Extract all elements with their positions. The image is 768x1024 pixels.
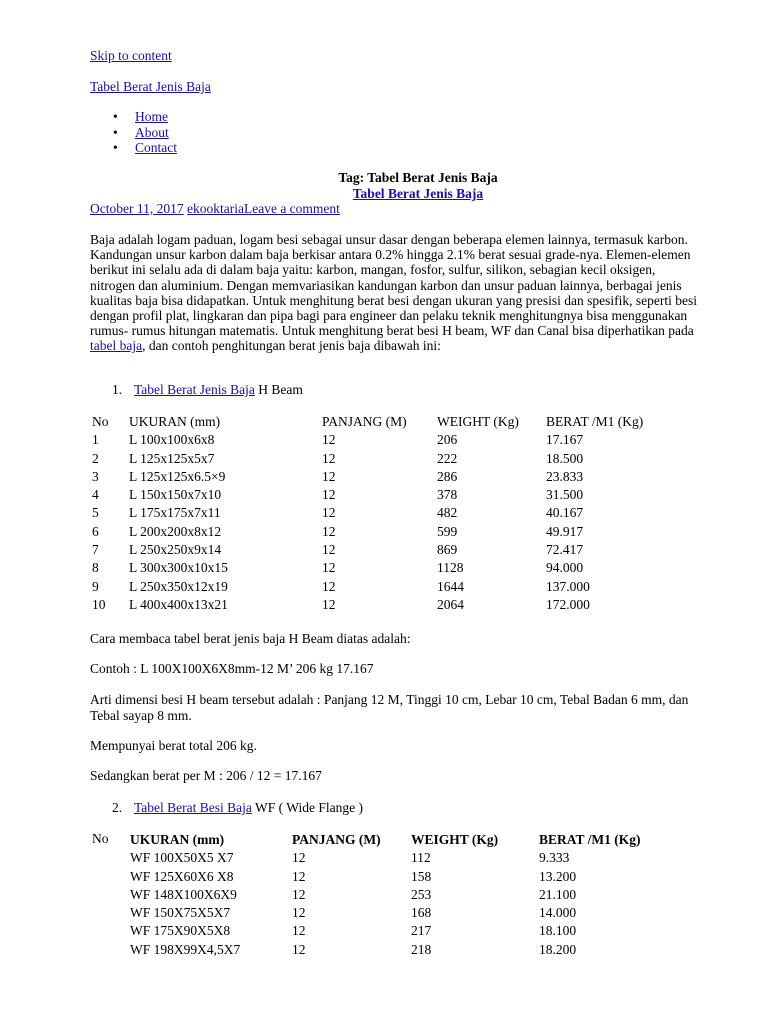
- table-cell: WF 150X75X5X7: [130, 905, 231, 921]
- table-cell: 18.200: [539, 941, 577, 957]
- table-cell: 10: [92, 596, 106, 612]
- table-cell: WF 198X99X4,5X7: [130, 941, 241, 957]
- table-row: [130, 869, 641, 887]
- table-cell: L 300x300x10x15: [129, 560, 228, 576]
- table-cell: 12: [322, 523, 336, 539]
- table-cell: L 125x125x5x7: [129, 450, 215, 466]
- intro-text-end: , dan contoh penghitungan berat jenis baja dibawah ini:: [142, 338, 441, 354]
- table-cell: 217: [411, 923, 432, 939]
- table-cell: L 175x175x7x11: [129, 505, 221, 521]
- header-panjang: PANJANG (M): [292, 832, 381, 847]
- table-header-row: [130, 832, 641, 850]
- table-cell: L 250x350x12x19: [129, 578, 228, 594]
- leave-comment-link[interactable]: Leave a comment: [243, 201, 340, 216]
- skip-to-content-link[interactable]: Skip to content: [90, 48, 172, 63]
- table-cell: 40.167: [546, 505, 584, 521]
- table-cell: 378: [437, 487, 458, 503]
- table-cell: 172.000: [546, 596, 590, 612]
- table-cell: WF 125X60X6 X8: [130, 868, 234, 884]
- table-cell: 869: [437, 542, 458, 558]
- nav-link-home[interactable]: Home: [135, 109, 168, 124]
- table-cell: L 400x400x13x21: [129, 596, 228, 612]
- table-cell: 2064: [437, 596, 464, 612]
- table-cell: 5: [92, 505, 99, 521]
- table-cell: WF 148X100X6X9: [130, 886, 237, 902]
- section-2-heading: [112, 800, 363, 816]
- tabel-baja-link[interactable]: tabel baja: [90, 338, 143, 354]
- table-cell: 12: [322, 432, 336, 448]
- main-nav: [92, 109, 177, 156]
- post-title: [0, 186, 768, 202]
- table-cell: 8: [92, 560, 99, 576]
- table-cell: 21.100: [539, 886, 577, 902]
- table-cell: 158: [411, 868, 432, 884]
- table-row: [92, 432, 643, 450]
- header-weight: WEIGHT (Kg): [411, 832, 499, 847]
- table-cell: 168: [411, 905, 432, 921]
- table-cell: 137.000: [546, 578, 590, 594]
- table-cell: 4: [92, 487, 99, 503]
- table-cell: 9.333: [539, 850, 570, 866]
- table-cell: 206: [437, 432, 458, 448]
- table-cell: 12: [292, 941, 306, 957]
- table-cell: 12: [292, 868, 306, 884]
- section-1-suffix: H Beam: [254, 382, 303, 397]
- table-row: [92, 505, 643, 523]
- header-ukuran: UKURAN (mm): [130, 832, 225, 847]
- table-row: [92, 560, 643, 578]
- table-cell: 31.500: [546, 487, 584, 503]
- section-1-heading: [112, 382, 303, 398]
- table-cell: L 250x250x9x14: [129, 542, 222, 558]
- post-meta: [90, 201, 340, 217]
- nav-item-about: [92, 125, 177, 141]
- section-2-link[interactable]: Tabel Berat Besi Baja: [134, 800, 252, 815]
- nav-link-contact[interactable]: Contact: [135, 140, 177, 155]
- table-row: [92, 487, 643, 505]
- table-cell: WF 100X50X5 X7: [130, 850, 234, 866]
- table-cell: L 125x125x6.5×9: [129, 468, 226, 484]
- table-cell: 12: [292, 886, 306, 902]
- paragraph-contoh: Contoh : L 100X100X6X8mm-12 M’ 206 kg 17.167: [90, 661, 374, 676]
- table-cell: 72.417: [546, 542, 584, 558]
- table-cell: L 100x100x6x8: [129, 432, 215, 448]
- table-row: [92, 524, 643, 542]
- table-cell: 12: [292, 923, 306, 939]
- wf-table-no-label: No: [92, 831, 109, 846]
- section-2-suffix: WF ( Wide Flange ): [251, 800, 363, 815]
- paragraph-arti-dimensi: Arti dimensi besi H beam tersebut adalah : Panjang 12 M, Tinggi 10 cm, Lebar 10 cm, Tebal Badan 6 mm, dan Tebal sayap 8 mm.: [90, 692, 689, 723]
- table-row: [130, 905, 641, 923]
- intro-paragraph: [90, 232, 700, 354]
- table-cell: 482: [437, 505, 458, 521]
- intro-text: Baja adalah logam paduan, logam besi sebagai unsur dasar dengan beberapa elemen lainnya, termasuk karbon. Kandungan unsur karbon dalam baja berkisar antara 0.2% hingga 2.1% berat sesuai grade-nya. Elemen-elemen berikut ini selalu ada di dalam baja yaitu: karbon, mangan, fosfor, sulfur, silikon, sebagian kecil oksigen, nitrogen dan aluminium. Dengan memvariasikan kandungan karbon dan unsur paduan lainnya, berbagai jenis kualitas baja bisa didapatkan. Untuk menghitung berat besi dengan ukuran yang presisi dan spesifik, seperti besi dengan profil plat, lingkaran dan pipa bagi para engineer dan pelaku teknik menghitungnya bisa menggunakan rumus- rumus hitungan matematis. Untuk menghitung berat besi H beam, WF dan Canal bisa diperhatikan pada: [90, 232, 697, 339]
- table-row: [92, 579, 643, 597]
- nav-item-home: [92, 109, 177, 125]
- table-cell: 18.500: [546, 450, 584, 466]
- table-cell: 112: [411, 850, 431, 866]
- table-cell: 12: [322, 578, 336, 594]
- table-cell: L 200x200x8x12: [129, 523, 222, 539]
- table-cell: 18.100: [539, 923, 577, 939]
- nav-link-about[interactable]: About: [135, 124, 169, 140]
- table-cell: 222: [437, 450, 458, 466]
- table-cell: 17.167: [546, 432, 584, 448]
- nav-item-contact: [92, 140, 177, 156]
- table-cell: 2: [92, 450, 99, 466]
- table-cell: 286: [437, 468, 458, 484]
- table-row: [92, 469, 643, 487]
- header-ukuran: UKURAN (mm): [129, 414, 221, 429]
- table-cell: L 150x150x7x10: [129, 487, 222, 503]
- post-date-link[interactable]: October 11, 2017: [90, 201, 184, 216]
- table-cell: 1128: [437, 560, 464, 576]
- table-cell: 253: [411, 886, 432, 902]
- table-cell: 1: [92, 432, 99, 448]
- table-cell: 49.917: [546, 523, 584, 539]
- table-cell: 12: [322, 505, 336, 521]
- table-row: [130, 923, 641, 941]
- table-row: [130, 942, 641, 960]
- header-berat: BERAT /M1 (Kg): [539, 832, 641, 847]
- section-2-number: 2.: [112, 800, 123, 815]
- table-cell: 12: [322, 542, 336, 558]
- table-cell: 599: [437, 523, 458, 539]
- header-weight: WEIGHT (Kg): [437, 414, 519, 429]
- paragraph-berat-per-m: Sedangkan berat per M : 206 / 12 = 17.167: [90, 768, 322, 783]
- section-1-number: 1.: [112, 382, 123, 397]
- table-cell: 1644: [437, 578, 464, 594]
- table-header-row: [92, 414, 643, 432]
- paragraph-cara-membaca: Cara membaca tabel berat jenis baja H Beam diatas adalah:: [90, 631, 411, 646]
- paragraph-berat-total: Mempunyai berat total 206 kg.: [90, 738, 257, 753]
- table-cell: 94.000: [546, 560, 584, 576]
- table-cell: 6: [92, 523, 99, 539]
- table-cell: 12: [292, 905, 306, 921]
- header-panjang: PANJANG (M): [322, 414, 407, 429]
- table-row: [92, 542, 643, 560]
- table-row: [130, 887, 641, 905]
- table-cell: 12: [322, 560, 336, 576]
- table-cell: WF 175X90X5X8: [130, 923, 231, 939]
- post-title-link[interactable]: Tabel Berat Jenis Baja: [352, 186, 484, 201]
- table-row: [130, 850, 641, 868]
- table-cell: 12: [322, 487, 336, 503]
- table-cell: 23.833: [546, 468, 584, 484]
- author-link[interactable]: ekooktaria: [186, 201, 244, 216]
- header-berat: BERAT /M1 (Kg): [546, 414, 644, 429]
- table-cell: 9: [92, 578, 99, 594]
- h-beam-table: [92, 414, 643, 615]
- section-1-link[interactable]: Tabel Berat Jenis Baja: [134, 382, 255, 397]
- table-cell: 12: [292, 850, 306, 866]
- site-title-link[interactable]: Tabel Berat Jenis Baja: [90, 79, 211, 94]
- table-cell: 14.000: [539, 905, 577, 921]
- header-no: No: [92, 414, 109, 429]
- wf-table: [130, 832, 641, 960]
- table-cell: 7: [92, 542, 99, 558]
- table-row: [92, 451, 643, 469]
- table-row: [92, 597, 643, 615]
- table-cell: 12: [322, 596, 336, 612]
- table-cell: 13.200: [539, 868, 577, 884]
- tag-archive-heading: Tag: Tabel Berat Jenis Baja: [338, 170, 498, 185]
- table-cell: 218: [411, 941, 432, 957]
- table-cell: 3: [92, 468, 99, 484]
- table-cell: 12: [322, 468, 336, 484]
- table-cell: 12: [322, 450, 336, 466]
